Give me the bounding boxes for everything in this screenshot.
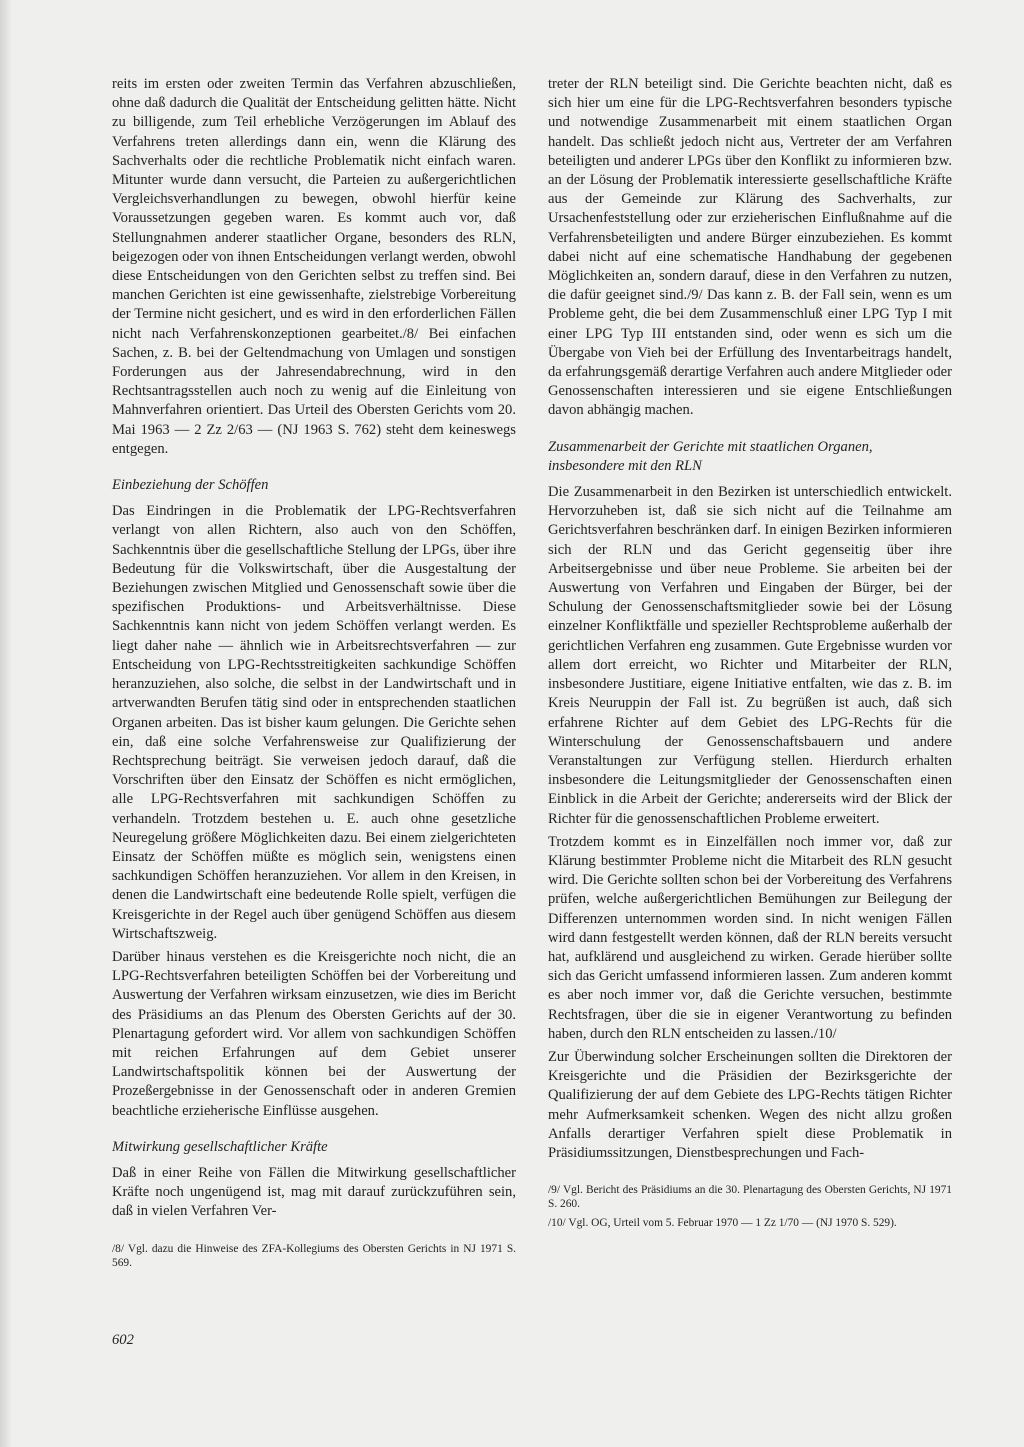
body-paragraph: Daß in einer Reihe von Fällen die Mitwirkung gesellschaftlicher Kräfte noch ungenügend ist, mag mit darauf zurückzuführen sein, daß in vielen Verfahren Ver- bbox=[112, 1164, 516, 1220]
body-paragraph: Darüber hinaus verstehen es die Kreisgerichte noch nicht, die an LPG-Rechtsverfahren beteiligten Schöffen bei der Vorbereitung und Auswertung der Verfahren wirksam einzusetzen, wie dies im Bericht des Präsidiums an das Plenum des Obersten Gerichts auf der 30. Plenartagung gefordert wird. Vor allem von sachkundigen Schöffen mit reichen Erfahrungen auf dem Gebiet unserer Landwirtschaftspolitik können bei der Auswertung der Prozeßergebnisse in der Genossenschaft oder in anderen Gremien beachtliche erzieherische Einflüsse ausgehen. bbox=[112, 948, 516, 1119]
page-number: 602 bbox=[112, 1332, 134, 1348]
body-paragraph: reits im ersten oder zweiten Termin das Verfahren abzuschließen, ohne daß dadurch die Qualität der Entscheidung gelitten hätte. Nicht zu billigende, zum Teil erhebliche Verzögerungen im Ablauf des Verfahrens treten allerdings dann ein, wenn die Klärung des Sachverhalts oder die rechtliche Problematik nicht einfach waren. Mitunter wurde dann versucht, die Parteien zu außergerichtlichen Vergleichsverhandlungen zu bewegen, obwohl hierfür keine Voraussetzungen gegeben waren. Es kommt auch vor, daß Stellungnahmen anderer staatlicher Organe, besonders des RLN, beigezogen oder von ihnen Entscheidungen verlangt werden, obwohl diese Entscheidungen von den Gerichten selbst zu treffen sind. Bei manchen Gerichten ist eine gewissenhafte, zielstrebige Vorbereitung der Termine nicht gesichert, und es wird in den erforderlichen Fällen nicht nach Verfahrenskonzeptionen gearbeitet./8/ Bei einfachen Sachen, z. B. bei der Geltendmachung von Umlagen und sonstigen Forderungen aus der Jahresendabrechnung, wird in den Rechtsantragsstellen auch noch zu wenig auf die Einleitung von Mahnverfahren orientiert. Das Urteil des Obersten Gerichts vom 20. Mai 1963 — 2 Zz 2/63 — (NJ 1963 S. 762) steht dem keineswegs entgegen. bbox=[112, 76, 516, 457]
body-paragraph: treter der RLN beteiligt sind. Die Gerichte beachten nicht, daß es sich hier um eine für die LPG-Rechtsverfahren besonders typische und notwendige Zusammenarbeit mit einem staatlichen Organ handelt. Das schließt jedoch nicht aus, Vertreter der am Verfahren beteiligten und anderer LPGs über den Konflikt zu informieren bzw. an der Lösung der Problematik interessierte gesellschaftliche Kräfte aus der Gemeinde zur Klärung des Sachverhalts, zur Ursachenfeststellung oder zur erzieherischen Einflußnahme auf die Verfahrensbeteiligten und andere Bürger einzubeziehen. Es kommt dabei nicht auf eine schematische Handhabung der gegebenen Möglichkeiten an, sondern darauf, diese in den Verfahren zu nutzen, die dafür geeignet sind./9/ Das kann z. B. der Fall sein, wenn es um Probleme geht, die bei dem Zusammenschluß einer LPG Typ I mit einer LPG Typ III entstanden sind, oder wenn es sich um die Übergabe von Vieh bei der Erfüllung des Inventarbeitrags handelt, da erfahrungsgemäß derartige Verfahren auch andere Mitglieder oder Genossenschaften interessieren und sie eigene Entschließungen davon abhängig machen. bbox=[548, 76, 952, 419]
footnote: /8/ Vgl. dazu die Hinweise des ZFA-Kollegiums des Obersten Gerichts in NJ 1971 S. 569. bbox=[112, 1242, 516, 1269]
section-heading: Einbeziehung der Schöffen bbox=[112, 477, 269, 494]
body-paragraph: Die Zusammenarbeit in den Bezirken ist unterschiedlich entwickelt. Hervorzuheben ist, daß sie sich nicht auf die Teilnahme am Gerichtsverfahren beschränken darf. In einigen Bezirken informieren sich der RLN und das Gericht gegenseitig über ihre Arbeitsergebnisse und über neue Probleme. Sie arbeiten bei der Auswertung von Verfahren und Eingaben der Bürger, bei der Schulung der Genossenschaftsmitglieder sowie bei der Lösung einzelner Konfliktfälle und spezieller Rechtsprobleme außerhalb der gerichtlichen Verfahren eng zusammen. Gute Ergebnisse wurden vor allem dort erreicht, wo Richter und Mitarbeiter der RLN, insbesondere Justitiare, eigene Initiative entfalten, wie das z. B. im Kreis Neuruppin der Fall ist. Zu begrüßen ist auch, daß sich erfahrene Richter auf dem Gebiet des LPG-Rechts für die Winterschulung der Genossenschaftsbauern und andere Veranstaltungen zur Verfügung stellen. Hierdurch erhalten insbesondere die Leitungsmitglieder der Genossenschaften einen Einblick in die Arbeit der Gerichte; andererseits wird der Blick der Richter für die genossenschaftlichen Probleme erweitert. bbox=[548, 484, 952, 827]
section-heading: Zusammenarbeit der Gerichte mit staatlichen Organen, insbesondere mit den RLN bbox=[548, 438, 873, 474]
section-heading: Mitwirkung gesellschaftlicher Kräfte bbox=[112, 1138, 328, 1155]
page-edge-shadow bbox=[0, 0, 12, 1447]
body-paragraph: Zur Überwindung solcher Erscheinungen sollten die Direktoren der Kreisgerichte und die Präsidien der Bezirksgerichte der Qualifizierung der auf dem Gebiete des LPG-Rechts tätigen Richter mehr Aufmerksamkeit schenken. Wegen des nicht allzu großen Anfalls derartiger Verfahren spielt diese Problematik in Präsidiumssitzungen, Dienstbesprechungen und Fach- bbox=[548, 1048, 952, 1161]
body-paragraph: Trotzdem kommt es in Einzelfällen noch immer vor, daß zur Klärung bestimmter Probleme nicht die Mitarbeit des RLN gesucht wird. Die Gerichte sollten schon bei der Vorbereitung des Verfahrens prüfen, welche außergerichtlichen Bemühungen zur Beilegung der Differenzen unternommen worden sind. In nicht wenigen Fällen wird dann festgestellt werden können, daß der RLN bereits versucht hat, aufklärend und ausgleichend zu wirken. Gerade hierüber sollte sich das Gericht umfassend informieren lassen. Zum anderen kommt es aber noch immer vor, daß die Gerichte versuchen, bestimmte Rechtsfragen, über die sie in eigener Verantwortung zu befinden haben, durch den RLN entscheiden zu lassen./10/ bbox=[548, 833, 952, 1042]
body-paragraph: Das Eindringen in die Problematik der LPG-Rechtsverfahren verlangt von allen Richtern, also auch von den Schöffen, Sachkenntnis über die gesellschaftliche Stellung der LPGs, über ihre Bedeutung für die Volkswirtschaft, über die Ausgestaltung der Beziehungen zwischen Mitglied und Genossenschaft sowie über die spezifischen Produktions- und Arbeitsverhältnisse. Diese Sachkenntnis kann nicht von jedem Schöffen verlangt werden. Es liegt daher nahe — ähnlich wie in Arbeitsrechtsverfahren — zur Entscheidung von LPG-Rechtsstreitigkeiten sachkundige Schöffen heranzuziehen, also solche, die selbst in der Landwirtschaft und in artverwandten Berufen tätig sind oder in entsprechenden staatlichen Organen arbeiten. Das ist bisher kaum gelungen. Die Gerichte sehen ein, daß eine solche Verfahrensweise zur Qualifizierung der Rechtsprechung beiträgt. Sie verweisen jedoch darauf, daß die Vorschriften über den Einsatz der Schöffen es nicht ermöglichen, alle LPG-Rechtsverfahren mit sachkundigen Schöffen zu verhandeln. Trotzdem bestehen u. E. auch ohne gesetzliche Neuregelung größere Möglichkeiten dazu. Bei einem zielgerichteten Einsatz der Schöffen müßte es möglich sein, wenigstens einen sachkundigen Schöffen heranzuziehen. Vor allem in den Kreisen, in denen die Landwirtschaft eine bedeutende Rolle spielt, verfügen die Kreisgerichte in der Regel auch über genügend Schöffen aus diesem Wirtschaftszweig. bbox=[112, 503, 516, 942]
footnote: /9/ Vgl. Bericht des Präsidiums an die 30. Plenartagung des Obersten Gerichts, NJ 1971 S. 260. bbox=[548, 1184, 952, 1211]
right-column bbox=[548, 75, 952, 1230]
footnote: /10/ Vgl. OG, Urteil vom 5. Februar 1970 — 1 Zz 1/70 — (NJ 1970 S. 529). bbox=[548, 1216, 897, 1229]
left-column bbox=[112, 75, 516, 1270]
